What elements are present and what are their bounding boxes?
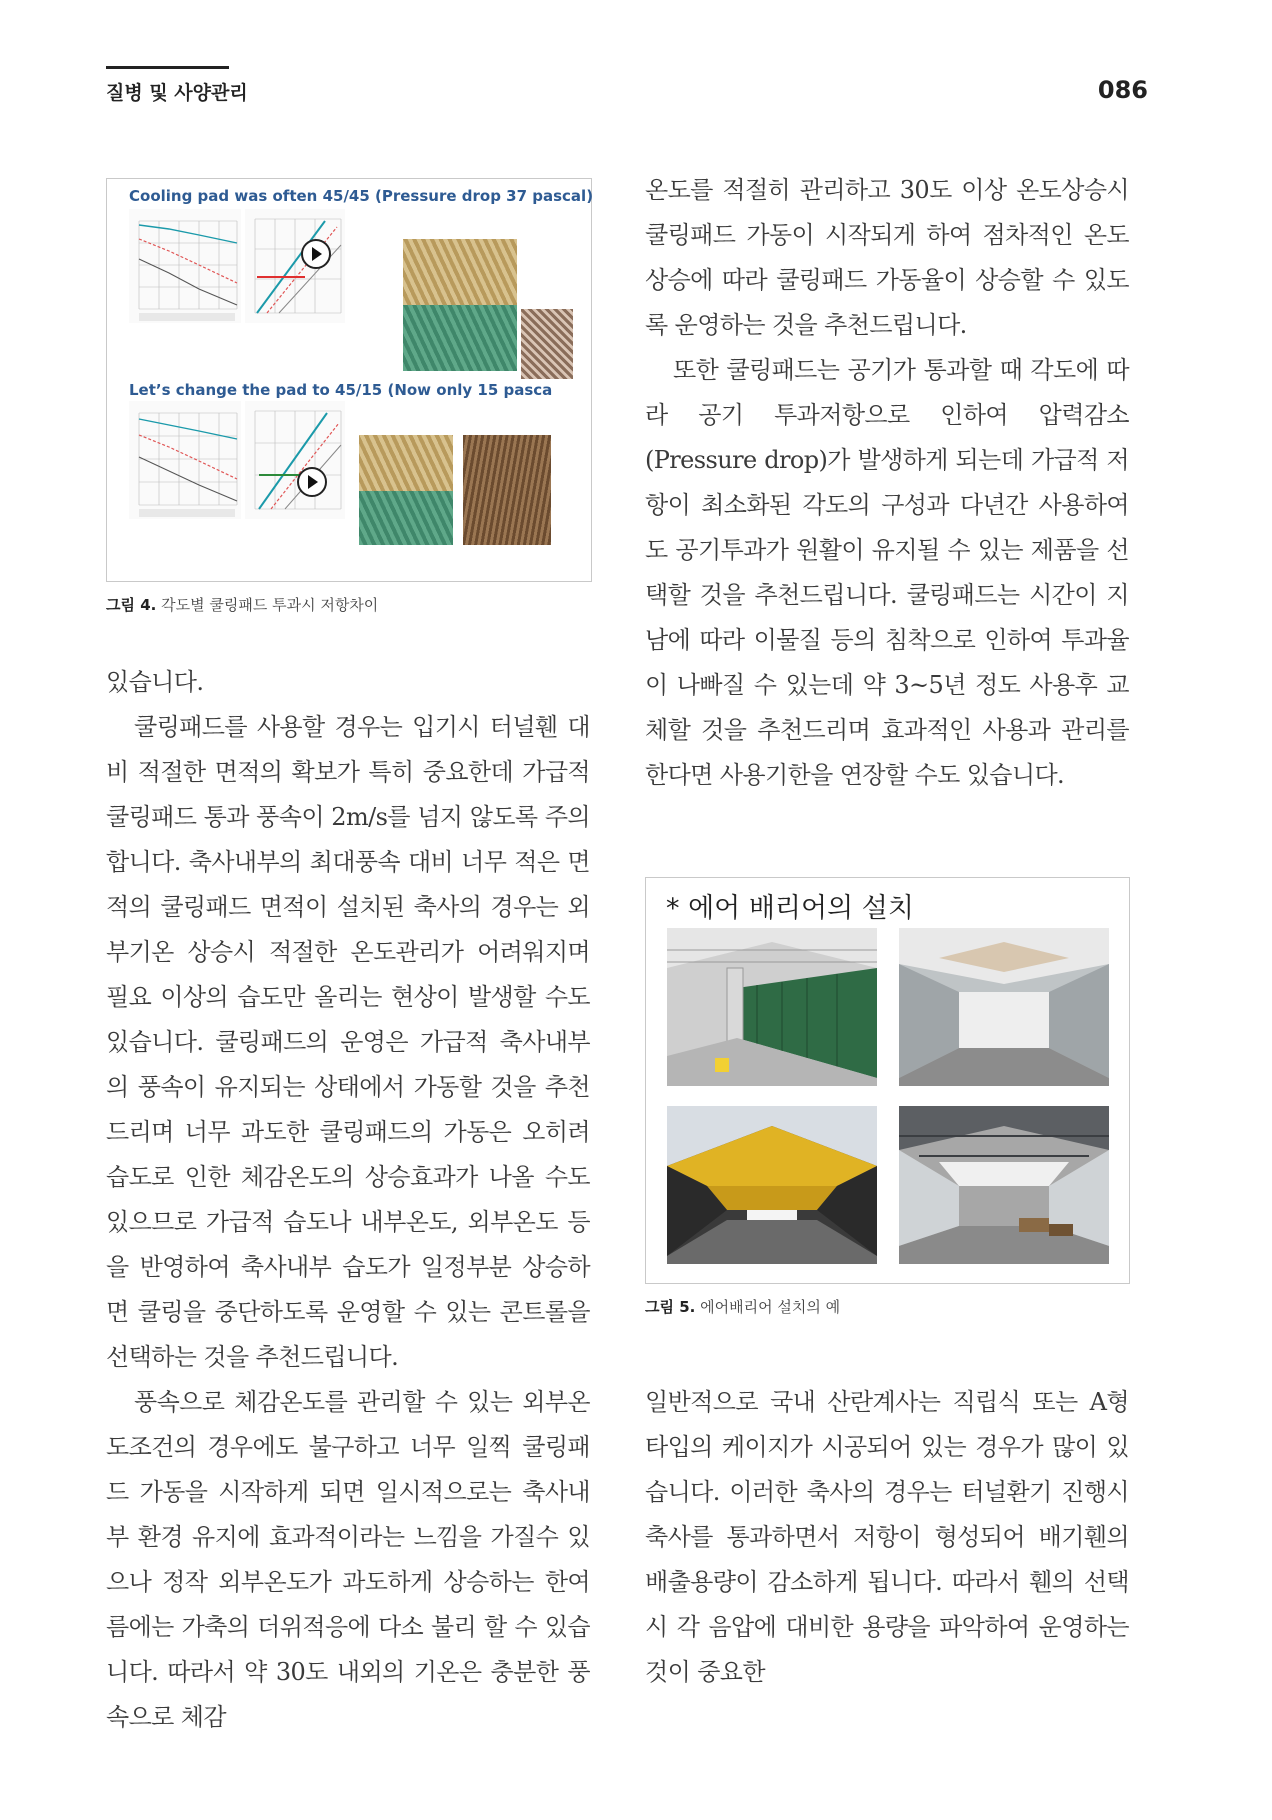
figure5-title: * 에어 배리어의 설치 bbox=[666, 893, 914, 924]
play-icon bbox=[297, 467, 327, 497]
barn-photo-cages bbox=[667, 928, 877, 1086]
play-icon bbox=[301, 239, 331, 269]
figure-cooling-pad-slide bbox=[106, 178, 592, 582]
cooling-pad-photo-45-top bbox=[403, 239, 517, 305]
paragraph: 풍속으로 체감온도를 관리할 수 있는 외부온도조건의 경우에도 불구하고 너무 일찍 쿨링패드 가동을 시작하게 되면 일시적으로는 축사내부 환경 유지에 효과적이라는 느낌을 가질수 있으나 정작 외부온도가 과도하게 상승하는 한여름에는 가축의 더위적응에 다소 불리 할 수 있습니다. 따라서 약 30도 내외의 기온은 충분한 풍속으로 체감 bbox=[106, 1388, 590, 1731]
figure4-caption bbox=[106, 594, 378, 615]
figure-air-barrier bbox=[645, 877, 1130, 1284]
section-title: 질병 및 사양관리 bbox=[106, 82, 248, 104]
paragraph: 일반적으로 국내 산란계사는 직립식 또는 A형 타입의 케이지가 시공되어 있는 경우가 많이 있습니다. 이러한 축사의 경우는 터널환기 진행시 축사를 통과하면서 저항이 형성되어 배기휀의 배출용량이 감소하게 됩니다. 따라서 휀의 선택시 각 음압에 대비한 용량을 파악하여 운영하는 것이 중요한 bbox=[645, 1388, 1129, 1686]
left-column bbox=[106, 660, 590, 1740]
cooling-pad-photo-45-bottom bbox=[403, 305, 517, 371]
barn-photo-construction bbox=[899, 1106, 1109, 1264]
right-column-bottom bbox=[645, 1380, 1129, 1695]
paragraph: 온도를 적절히 관리하고 30도 이상 온도상승시 쿨링패드 가동이 시작되게 하여 점차적인 온도상승에 따라 쿨링패드 가동율이 상승할 수 있도록 운영하는 것을 추천드립니다. bbox=[645, 176, 1129, 339]
paragraph: 쿨링패드를 사용할 경우는 입기시 터널휀 대비 적절한 면적의 확보가 특히 중요한데 가급적 쿨링패드 통과 풍속이 2m/s를 넘지 않도록 주의합니다. 축사내부의 최대풍속 대비 너무 적은 면적의 쿨링패드 면적이 설치된 축사의 경우는 외부기온 상승시 적절한 온도관리가 어려워지며 필요 이상의 습도만 올리는 현상이 발생할 수도 있습니다. 쿨링패드의 운영은 가급적 축사내부의 풍속이 유지되는 상태에서 가동할 것을 추천드리며 너무 과도한 쿨링패드의 가동은 오히려 습도로 인한 체감온도의 상승효과가 나올 수도 있으므로 가급적 습도나 내부온도, 외부온도 등을 반영하여 축사내부 습도가 일정부분 상승하면 쿨링을 중단하도록 운영할 수 있는 콘트롤을 선택하는 것을 추천드립니다. bbox=[106, 713, 590, 1371]
barn-photo-yellow-ceiling bbox=[667, 1106, 877, 1264]
figure4-caption-label: 그림 4. bbox=[106, 596, 157, 614]
cooling-pad-installed-photo bbox=[463, 435, 551, 545]
page-number: 086 bbox=[1097, 76, 1148, 104]
saturation-efficiency-graph-bottom bbox=[129, 401, 241, 519]
cooling-pad-photo-15-bottom bbox=[359, 491, 453, 545]
figure5-caption-label: 그림 5. bbox=[645, 1298, 696, 1316]
cooling-pad-mesh-photo bbox=[521, 309, 573, 379]
right-column-top bbox=[645, 168, 1129, 798]
slide-title-top: Cooling pad was often 45/45 (Pressure drop 37 pascal) bbox=[129, 187, 594, 205]
pressure-drop-graph-top bbox=[245, 209, 345, 323]
paragraph: 또한 쿨링패드는 공기가 통과할 때 각도에 따라 공기 투과저항으로 인하여 압력감소(Pressure drop)가 발생하게 되는데 가급적 저항이 최소화된 각도의 구성과 다년간 사용하여도 공기투과가 원활이 유지될 수 있는 제품을 선택할 것을 추천드립니다. 쿨링패드는 시간이 지남에 따라 이물질 등의 침착으로 인하여 투과율이 나빠질 수 있는데 약 3~5년 정도 사용후 교체할 것을 추천드리며 효과적인 사용과 관리를 한다면 사용기한을 연장할 수도 있습니다. bbox=[645, 356, 1129, 789]
pressure-drop-graph-bottom bbox=[245, 401, 345, 519]
header-rule bbox=[106, 66, 229, 69]
slide-title-bottom: Let’s change the pad to 45/15 (Now only 15 pasca bbox=[129, 381, 553, 399]
figure5-caption-text: 에어배리어 설치의 예 bbox=[700, 1298, 841, 1316]
figure5-caption bbox=[645, 1296, 840, 1317]
figure4-caption-text: 각도별 쿨링패드 투과시 저항차이 bbox=[161, 596, 379, 614]
barn-photo-empty-hall bbox=[899, 928, 1109, 1086]
paragraph: 있습니다. bbox=[106, 668, 204, 696]
cooling-pad-photo-15-top bbox=[359, 435, 453, 491]
saturation-efficiency-graph-top bbox=[129, 209, 241, 323]
